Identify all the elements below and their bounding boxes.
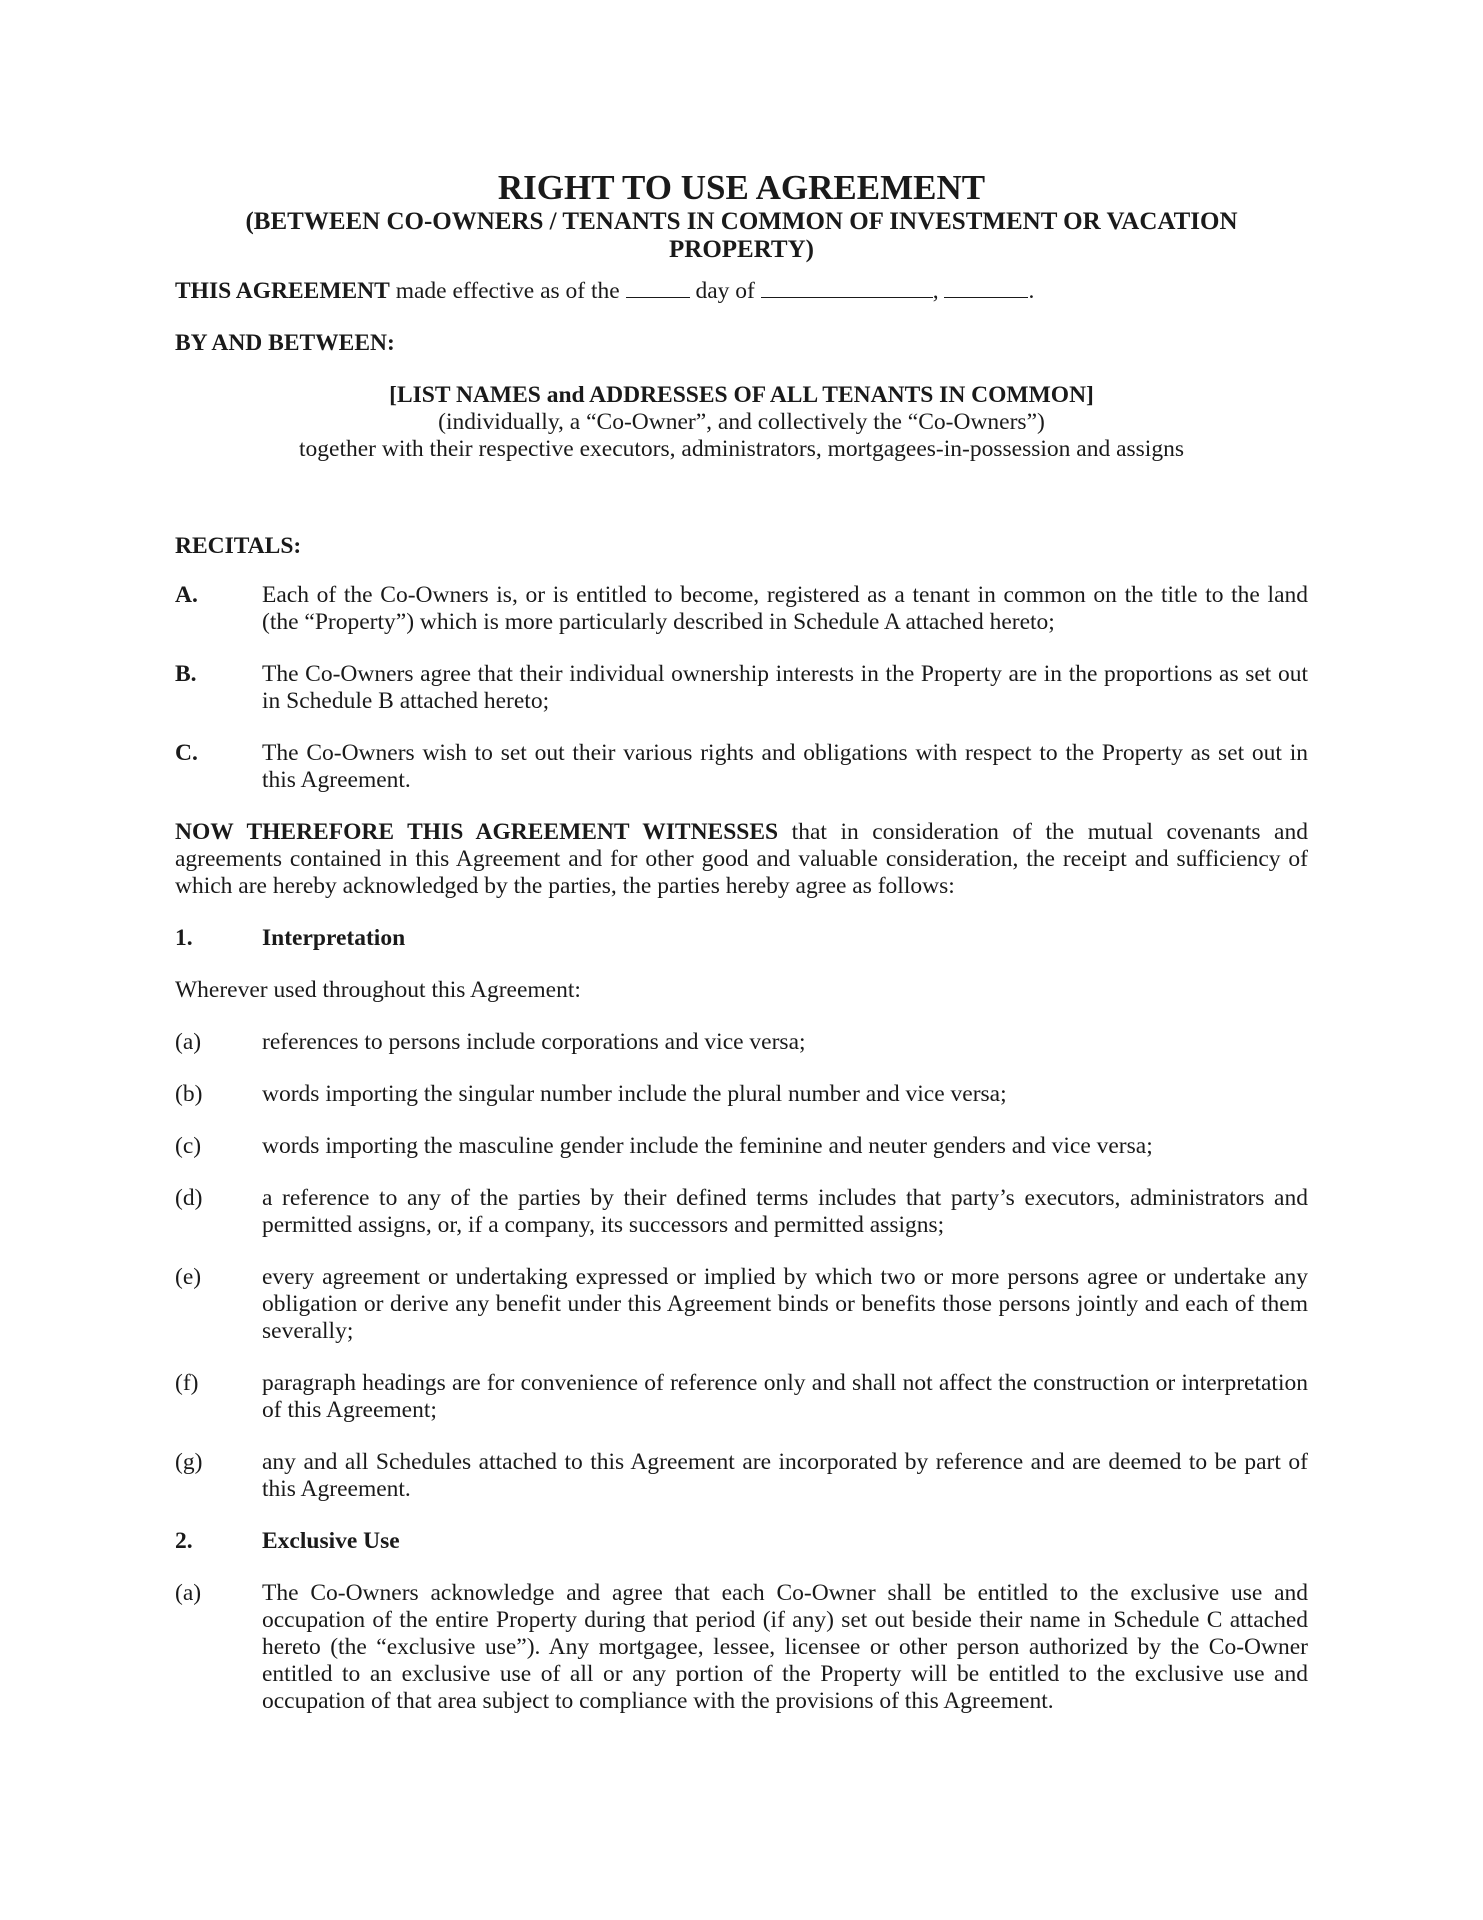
recital-b bbox=[175, 661, 1308, 715]
interpretation-item-a bbox=[175, 1029, 1308, 1056]
item-text: words importing the masculine gender include the feminine and neuter genders and vice versa; bbox=[262, 1133, 1153, 1159]
witnesses-lead: NOW THEREFORE THIS AGREEMENT WITNESSES bbox=[175, 819, 779, 845]
section-1-heading bbox=[175, 925, 1308, 952]
month-blank bbox=[761, 277, 933, 298]
item-marker: (f) bbox=[175, 1370, 199, 1396]
item-marker: (b) bbox=[175, 1081, 203, 1107]
parties-definition: (individually, a “Co-Owner”, and collectively the “Co-Owners”) bbox=[438, 409, 1045, 435]
effective-text-2: day of bbox=[689, 278, 761, 304]
item-text: words importing the singular number include the plural number and vice versa; bbox=[262, 1081, 1007, 1107]
recital-text: Each of the Co-Owners is, or is entitled to become, registered as a tenant in common on the title to the land (the “Property”) which is more particularly described in Schedule A attached hereto; bbox=[262, 582, 1308, 635]
item-text: every agreement or undertaking expressed or implied by which two or more persons agree or undertake any obligation or derive any benefit under this Agreement binds or benefits those persons jointly and each of them severally; bbox=[262, 1264, 1308, 1344]
recital-marker: A. bbox=[175, 582, 198, 608]
item-marker: (d) bbox=[175, 1185, 203, 1211]
item-marker: (a) bbox=[175, 1029, 202, 1055]
item-text: references to persons include corporations and vice versa; bbox=[262, 1029, 806, 1055]
section-title: Exclusive Use bbox=[262, 1528, 400, 1554]
document-body bbox=[175, 168, 1308, 1740]
effective-date-line bbox=[175, 277, 1308, 305]
interpretation-item-d bbox=[175, 1185, 1308, 1239]
by-and-between-label: BY AND BETWEEN: bbox=[175, 330, 395, 356]
year-blank bbox=[944, 277, 1028, 298]
interpretation-item-f bbox=[175, 1370, 1308, 1424]
witnesses-text: that in consideration of the mutual covenants and agreements contained in this Agreement and for other good and valuable consideration, the receipt and sufficiency of which are hereby acknowledged by the parties, the parties hereby agree as follows: bbox=[175, 819, 1308, 899]
document-title: RIGHT TO USE AGREEMENT bbox=[497, 168, 986, 207]
section-number: 1. bbox=[175, 925, 193, 951]
parties-successors: together with their respective executors, administrators, mortgagees-in-possession and assigns bbox=[299, 436, 1184, 462]
recital-text: The Co-Owners agree that their individual ownership interests in the Property are in the proportions as set out in Schedule B attached hereto; bbox=[262, 661, 1308, 714]
interpretation-item-b bbox=[175, 1081, 1308, 1108]
recital-a bbox=[175, 582, 1308, 636]
recital-text: The Co-Owners wish to set out their various rights and obligations with respect to the Property as set out in this Agreement. bbox=[262, 740, 1308, 793]
recitals-heading: RECITALS: bbox=[175, 533, 302, 559]
parties-block bbox=[175, 382, 1308, 463]
item-text: any and all Schedules attached to this Agreement are incorporated by reference and are deemed to be part of this Agreement. bbox=[262, 1449, 1308, 1502]
effective-text-1: made effective as of the bbox=[389, 278, 626, 304]
item-text: paragraph headings are for convenience of reference only and shall not affect the construction or interpretation of this Agreement; bbox=[262, 1370, 1308, 1423]
interpretation-item-c bbox=[175, 1133, 1308, 1160]
section-number: 2. bbox=[175, 1528, 193, 1554]
day-blank bbox=[626, 277, 690, 298]
item-text: The Co-Owners acknowledge and agree that each Co-Owner shall be entitled to the exclusive use and occupation of the entire Property during that period (if any) set out beside their name in Schedule C attached hereto (the “exclusive use”). Any mortgagee, lessee, licensee or other person authorized by the Co-Owner entitled to an exclusive use of all or any portion of the Property will be entitled to the exclusive use and occupation of that area subject to compliance with the provisions of this Agreement. bbox=[262, 1580, 1308, 1714]
recital-marker: C. bbox=[175, 740, 198, 766]
item-marker: (c) bbox=[175, 1133, 202, 1159]
section-title: Interpretation bbox=[262, 925, 406, 951]
section-2-heading bbox=[175, 1528, 1308, 1555]
effective-lead: THIS AGREEMENT bbox=[175, 278, 390, 304]
item-marker: (g) bbox=[175, 1449, 203, 1475]
document-subtitle: (BETWEEN CO-OWNERS / TENANTS IN COMMON OF INVESTMENT OR VACATION PROPERTY) bbox=[245, 208, 1238, 263]
recital-c bbox=[175, 740, 1308, 794]
item-marker: (a) bbox=[175, 1580, 202, 1606]
effective-text-3: , bbox=[932, 278, 945, 304]
section-1-intro: Wherever used throughout this Agreement: bbox=[175, 977, 581, 1003]
exclusive-use-item-a bbox=[175, 1580, 1308, 1715]
interpretation-item-g bbox=[175, 1449, 1308, 1503]
parties-names-placeholder: [LIST NAMES and ADDRESSES OF ALL TENANTS IN COMMON] bbox=[389, 382, 1094, 408]
item-marker: (e) bbox=[175, 1264, 202, 1290]
item-text: a reference to any of the parties by their defined terms includes that party’s executors, administrators and permitted assigns, or, if a company, its successors and permitted assigns; bbox=[262, 1185, 1308, 1238]
interpretation-item-e bbox=[175, 1264, 1308, 1345]
witnesses-paragraph bbox=[175, 819, 1308, 900]
recital-marker: B. bbox=[175, 661, 197, 687]
effective-text-4: . bbox=[1028, 278, 1035, 304]
